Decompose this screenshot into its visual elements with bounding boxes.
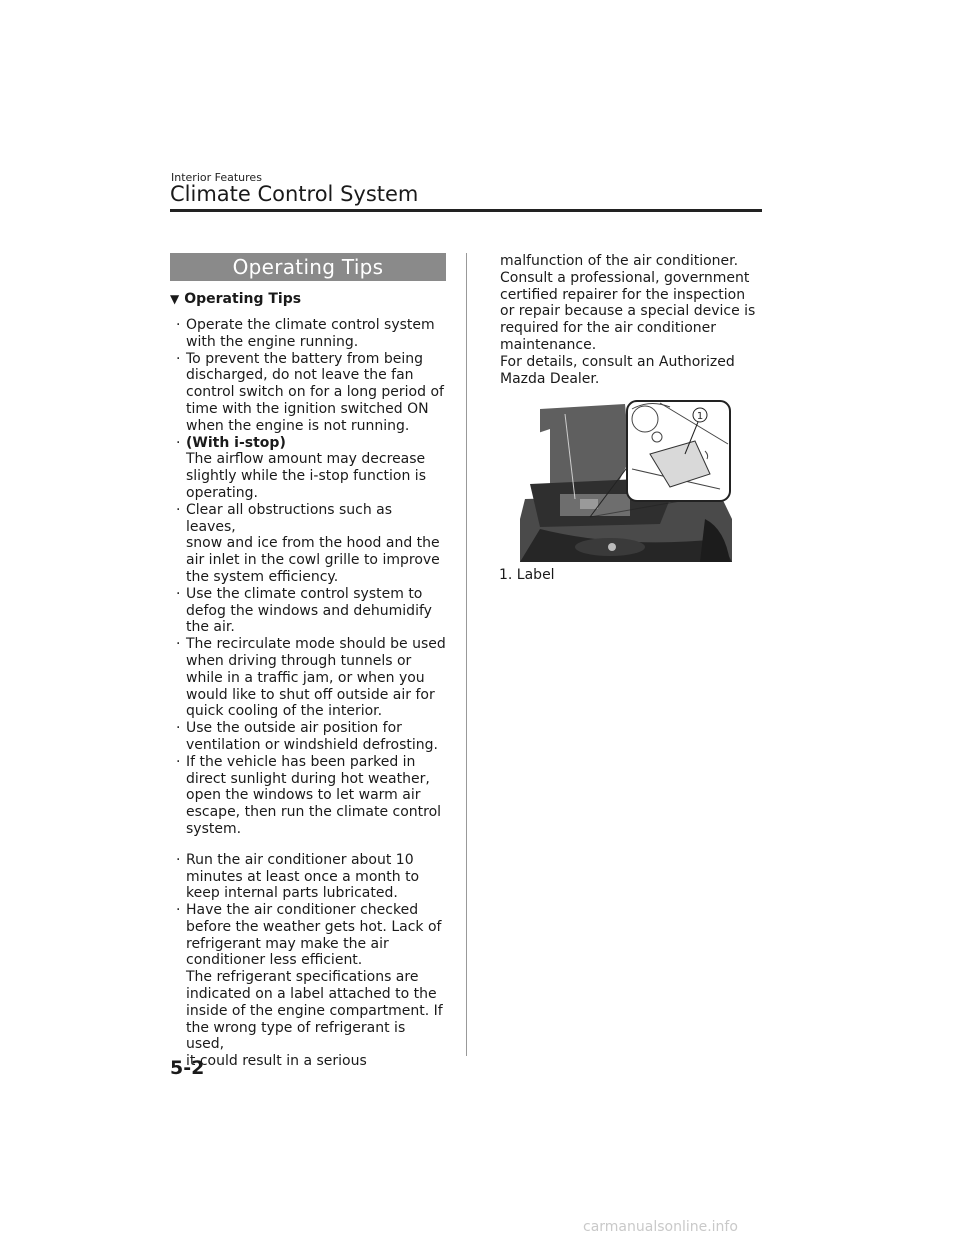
tips-list-continued [170,852,446,1070]
tip-text-line: The refrigerant specifications are [186,969,419,986]
bullet-icon: · [176,585,181,602]
tip-text-line: with the engine running. [186,333,359,350]
tip-item [170,502,446,586]
right-column-text [500,253,760,387]
column-divider [466,253,467,1056]
bullet-icon: · [176,350,181,367]
tip-text-line: minutes at least once a month to [186,868,420,885]
section-label: Interior Features [171,171,262,184]
tip-text-line: when the engine is not running. [186,417,410,434]
tip-text-line: open the windows to let warm air [186,787,421,804]
header-divider [170,209,762,212]
engine-bay-figure [520,399,732,562]
tip-item [170,351,446,435]
body-text-line: Mazda Dealer. [500,370,600,387]
tip-text-line: defog the windows and dehumidify [186,602,432,619]
bullet-icon: · [176,753,181,770]
tip-item [170,586,446,636]
tip-text-line: keep internal parts lubricated. [186,885,398,902]
tip-text-line: slightly while the i-stop function is [186,468,426,485]
tip-text-line: it could result in a serious [186,1053,367,1070]
tip-text-line: refrigerant may make the air [186,935,389,952]
tip-text-line: would like to shut off outside air for [186,686,435,703]
bullet-icon: · [176,720,181,737]
tip-text-line: control switch on for a long period of [186,384,444,401]
body-text-line: or repair because a special device is [500,303,756,320]
bullet-icon: · [176,636,181,653]
body-text-line: certified repairer for the inspection [500,286,746,303]
tip-text-line: ventilation or windshield defrosting. [186,736,438,753]
watermark: carmanualsonline.info [583,1219,738,1235]
tip-text-line: air inlet in the cowl grille to improve [186,552,440,569]
figure-caption: 1. Label [499,567,555,583]
tip-item [170,754,446,838]
subheading [170,291,446,307]
tip-text-line: Have the air conditioner checked [186,902,419,919]
section-banner: Operating Tips [170,253,446,281]
tip-text-line: before the weather gets hot. Lack of [186,918,442,935]
tip-item [170,902,446,1070]
page-number: 5-2 [170,1057,205,1079]
tip-item [170,636,446,720]
tip-text-line: Use the outside air position for [186,720,402,737]
bullet-icon: · [176,501,181,518]
body-text-line: required for the air conditioner [500,320,717,337]
tip-text-line: The recirculate mode should be used [186,636,446,653]
subheading-text: Operating Tips [184,291,302,307]
tip-text-line: Operate the climate control system [186,317,435,333]
tip-text-line: when driving through tunnels or [186,652,412,669]
tip-text-line: If the vehicle has been parked in [186,753,416,770]
tip-text-line: the air. [186,619,235,636]
tip-text-line: inside of the engine compartment. If [186,1002,443,1019]
tip-item [170,720,446,754]
tip-text-line: the system efficiency. [186,568,339,585]
tip-text-line: quick cooling of the interior. [186,703,383,720]
page-title: Climate Control System [170,182,419,206]
tip-text-line: discharged, do not leave the fan [186,367,414,384]
bullet-icon: · [176,902,181,919]
bullet-icon: · [176,851,181,868]
tip-text-line: operating. [186,484,258,501]
tip-text-line: escape, then run the climate control [186,804,442,821]
tip-text-line: Use the climate control system to [186,585,423,602]
tip-text-line: while in a traffic jam, or when you [186,669,425,686]
tip-text-line: the wrong type of refrigerant is used, [186,1019,406,1053]
tip-item [170,435,446,502]
tip-text-line: direct sunlight during hot weather, [186,770,430,787]
tip-item [170,317,446,351]
triangle-down-icon: ▼ [170,292,180,306]
body-text-line: For details, consult an Authorized [500,353,735,370]
tip-text-line: The airflow amount may decrease [186,451,426,468]
body-text-line: Consult a professional, government [500,269,750,286]
left-column [170,253,446,1070]
bullet-icon: · [176,317,181,333]
tip-text-line: conditioner less efficient. [186,952,363,969]
callout-number: 1 [696,411,704,422]
engine-compartment-illustration [520,399,732,562]
tip-heading: (With i-stop) [186,434,286,451]
tip-text-line: Run the air conditioner about 10 [186,851,414,868]
tip-text-line: Clear all obstructions such as leaves, [186,501,393,535]
tip-item [170,852,446,902]
bullet-icon: · [176,434,181,451]
tip-text-line: time with the ignition switched ON [186,400,429,417]
tip-text-line: To prevent the battery from being [186,350,424,367]
tip-text-line: indicated on a label attached to the [186,986,437,1003]
tip-text-line: system. [186,820,242,837]
tips-list [170,317,446,838]
tip-text-line: snow and ice from the hood and the [186,535,440,552]
body-text-line: malfunction of the air conditioner. [500,253,739,269]
body-text-line: maintenance. [500,336,597,353]
